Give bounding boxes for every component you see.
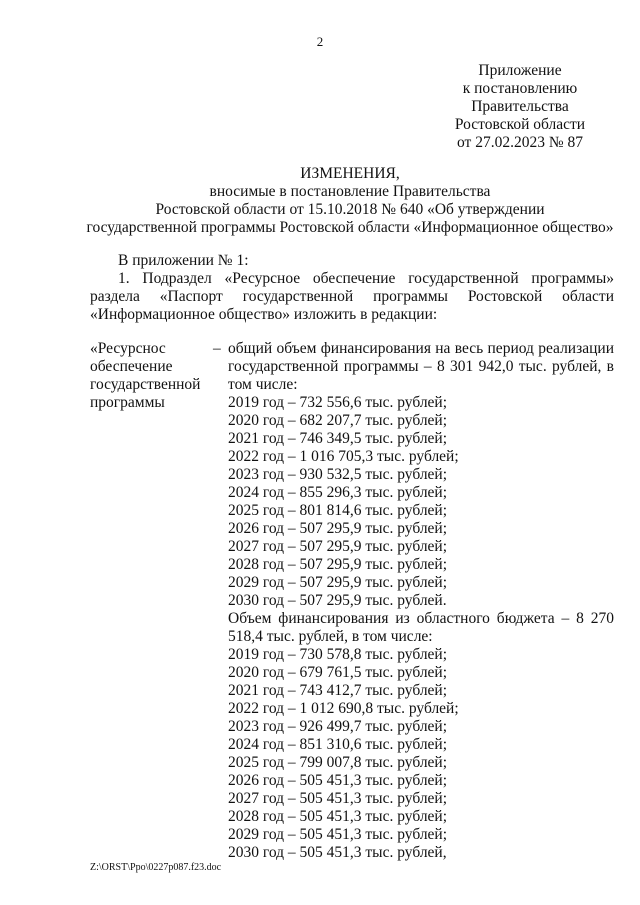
year-amount-line: 2030 год – 507 295,9 тыс. рублей. xyxy=(228,592,447,609)
appendix-line: к постановлению xyxy=(462,80,578,97)
year-amount-line: 2025 год – 799 007,8 тыс. рублей; xyxy=(228,754,448,771)
intro-paragraph: В приложении № 1: xyxy=(118,252,249,269)
financing-details xyxy=(228,340,614,862)
total-financing-text: общий объем финансирования на весь период реализации государственной программы – 8 301 942,0 тыс. рублей, в том числе: xyxy=(228,340,614,393)
item-1-paragraph: 1. Подраздел «Ресурсное обеспечение государственной программы» раздела «Паспорт государственной программы Ростовской области «Информационное общество» изложить в редакции: xyxy=(90,270,614,323)
year-amount-line: 2024 год – 851 310,6 тыс. рублей; xyxy=(228,736,448,753)
regional-financing-text: Объем финансирования из областного бюджета – 8 270 518,4 тыс. рублей, в том числе: xyxy=(228,610,614,645)
year-amount-line: 2027 год – 505 451,3 тыс. рублей; xyxy=(228,790,448,807)
year-amount-line: 2022 год – 1 012 690,8 тыс. рублей; xyxy=(228,700,459,717)
document-title: ИЗМЕНЕНИЯ, xyxy=(300,165,400,182)
year-amount-line: 2029 год – 507 295,9 тыс. рублей; xyxy=(228,574,448,591)
year-amount-line: 2028 год – 507 295,9 тыс. рублей; xyxy=(228,556,448,573)
resource-label xyxy=(90,340,210,412)
year-amount-line: 2019 год – 730 578,8 тыс. рублей; xyxy=(228,646,448,663)
year-amount-line: 2023 год – 930 532,5 тыс. рублей; xyxy=(228,466,448,483)
year-amount-line: 2025 год – 801 814,6 тыс. рублей; xyxy=(228,502,448,519)
year-amount-line: 2019 год – 732 556,6 тыс. рублей; xyxy=(228,394,448,411)
year-amount-line: 2023 год – 926 499,7 тыс. рублей; xyxy=(228,718,448,735)
year-amount-line: 2021 год – 746 349,5 тыс. рублей; xyxy=(228,430,448,447)
appendix-block xyxy=(430,62,610,152)
year-amount-line: 2026 год – 505 451,3 тыс. рублей; xyxy=(228,772,448,789)
document-subtitle xyxy=(30,183,640,237)
subtitle-line: государственной программы Ростовской области «Информационное общество» xyxy=(86,219,614,236)
total-years-list xyxy=(228,394,614,610)
regional-years-list xyxy=(228,646,614,862)
year-amount-line: 2020 год – 679 761,5 тыс. рублей; xyxy=(228,664,448,681)
subtitle-line: Ростовской области от 15.10.2018 № 640 «Об утверждении xyxy=(155,201,545,218)
year-amount-line: 2029 год – 505 451,3 тыс. рублей; xyxy=(228,826,448,843)
appendix-line: от 27.02.2023 № 87 xyxy=(457,134,583,151)
resource-label-line: государственной xyxy=(90,376,201,393)
year-amount-line: 2021 год – 743 412,7 тыс. рублей; xyxy=(228,682,448,699)
file-path-footer: Z:\ORST\Ppo\0227p087.f23.doc xyxy=(90,862,222,873)
resource-label-line: «Ресурснос xyxy=(90,340,166,357)
year-amount-line: 2026 год – 507 295,9 тыс. рублей; xyxy=(228,520,448,537)
resource-label-line: обеспечение xyxy=(90,358,173,375)
year-amount-line: 2024 год – 855 296,3 тыс. рублей; xyxy=(228,484,448,501)
subtitle-line: вносимые в постановление Правительства xyxy=(209,183,491,200)
page-number: 2 xyxy=(316,34,324,49)
year-amount-line: 2030 год – 505 451,3 тыс. рублей, xyxy=(228,844,447,861)
resource-label-line: программы xyxy=(90,394,165,411)
year-amount-line: 2022 год – 1 016 705,3 тыс. рублей; xyxy=(228,448,459,465)
appendix-line: Ростовской области xyxy=(454,116,586,133)
separator-dash: – xyxy=(213,340,221,357)
appendix-line: Правительства xyxy=(471,98,569,115)
year-amount-line: 2020 год – 682 207,7 тыс. рублей; xyxy=(228,412,448,429)
year-amount-line: 2028 год – 505 451,3 тыс. рублей; xyxy=(228,808,448,825)
appendix-line: Приложение xyxy=(478,62,562,79)
year-amount-line: 2027 год – 507 295,9 тыс. рублей; xyxy=(228,538,448,555)
